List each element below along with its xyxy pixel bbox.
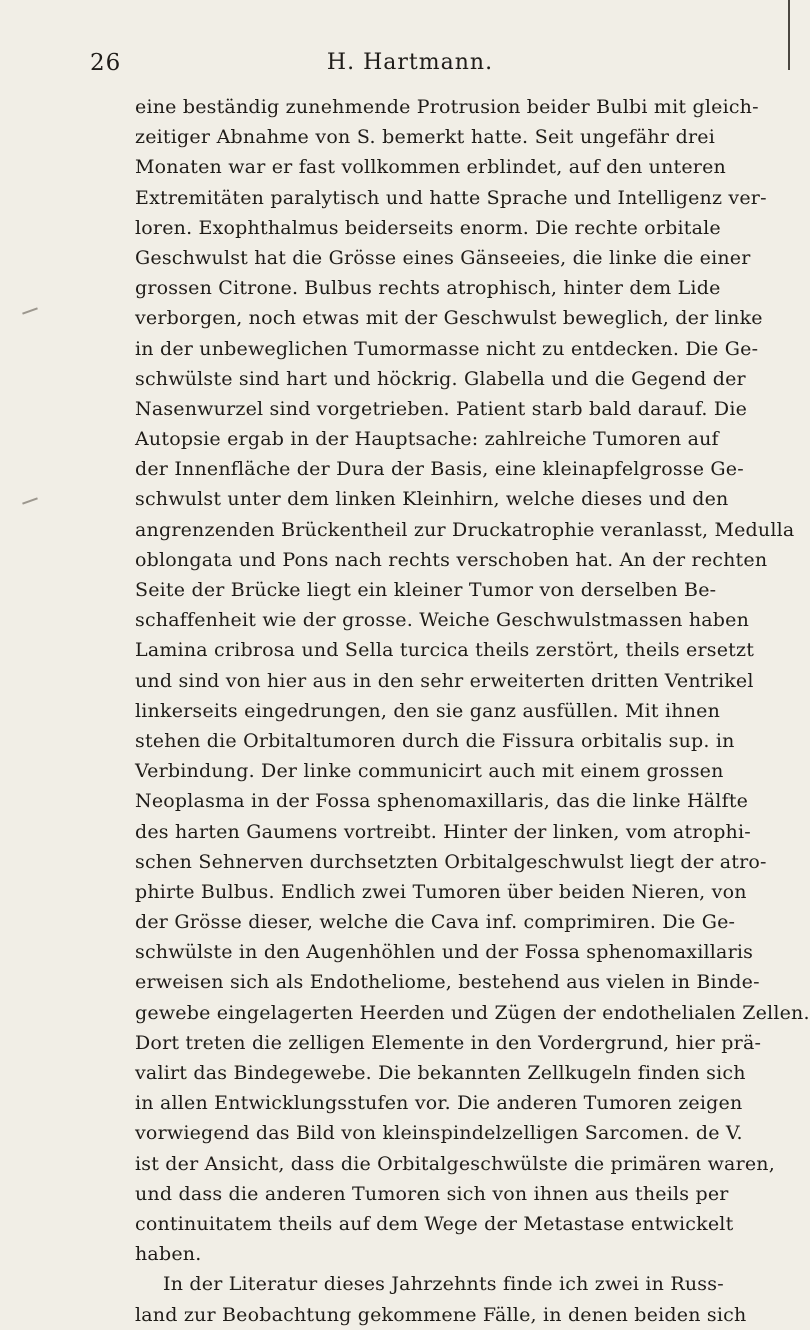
text-line: schwulst unter dem linken Kleinhirn, welche dieses und den — [135, 488, 729, 511]
text-line: phirte Bulbus. Endlich zwei Tumoren über beiden Nieren, von — [135, 880, 747, 903]
text-line: ist der Ansicht, dass die Orbitalgeschwülste die primären waren, — [135, 1152, 775, 1175]
text-line: valirt das Bindegewebe. Die bekannten Zellkugeln finden sich — [135, 1062, 746, 1084]
page-number: 26 — [90, 50, 122, 76]
text-line: in allen Entwicklungsstufen vor. Die anderen Tumoren zeigen — [135, 1092, 743, 1115]
page-header — [90, 50, 730, 84]
text-line: und dass die anderen Tumoren sich von ihnen aus theils per — [135, 1182, 729, 1205]
margin-mark — [22, 307, 38, 314]
text-line: vorwiegend das Bild von kleinspindelzelligen Sarcomen. de V. — [135, 1122, 743, 1145]
text-line: haben. — [135, 1243, 202, 1266]
text-line: stehen die Orbitaltumoren durch die Fissura orbitalis sup. in — [135, 729, 735, 752]
text-line: linkerseits eingedrungen, den sie ganz ausfüllen. Mit ihnen — [135, 699, 721, 722]
text-line: in der unbeweglichen Tumormasse nicht zu entdecken. Die Ge- — [135, 337, 759, 360]
text-line: oblongata und Pons nach rechts verschoben hat. An der rechten — [135, 548, 768, 571]
text-line: Nasenwurzel sind vorgetrieben. Patient starb bald darauf. Die — [135, 397, 748, 420]
text-line: gewebe eingelagerten Heerden und Zügen der endothelialen Zellen. — [135, 1001, 810, 1024]
text-line: Verbindung. Der linke communicirt auch mit einem grossen — [135, 760, 724, 783]
text-line: schwülste sind hart und höckrig. Glabella und die Gegend der — [135, 367, 746, 390]
text-line: land zur Beobachtung gekommene Fälle, in denen beiden sich — [135, 1303, 747, 1326]
text-line: loren. Exophthalmus beiderseits enorm. Die rechte orbitale — [135, 216, 721, 239]
text-line: Geschwulst hat die Grösse eines Gänseeies, die linke die einer — [135, 246, 751, 269]
text-line: schwülste in den Augenhöhlen und der Fossa sphenomaxillaris — [135, 941, 754, 964]
text-line: angrenzenden Brückentheil zur Druckatrophie veranlasst, Medulla — [135, 518, 795, 541]
text-line: Extremitäten paralytisch und hatte Sprache und Intelligenz ver- — [135, 186, 767, 209]
text-line: Seite der Brücke liegt ein kleiner Tumor von derselben Be- — [135, 579, 717, 601]
text-line: eine beständig zunehmende Protrusion beider Bulbi mit gleich- — [135, 96, 759, 118]
text-line: Monaten war er fast vollkommen erblindet, auf den unteren — [135, 156, 726, 179]
text-line: und sind von hier aus in den sehr erweiterten dritten Ventrikel — [135, 669, 754, 692]
page-edge-line — [788, 0, 790, 70]
text-line: der Innenfläche der Dura der Basis, eine kleinapfelgrosse Ge- — [135, 458, 744, 481]
text-line: des harten Gaumens vortreibt. Hinter der linken, vom atrophi- — [135, 820, 751, 843]
text-line: Autopsie ergab in der Hauptsache: zahlreiche Tumoren auf — [135, 428, 719, 451]
body-text — [135, 92, 810, 1330]
margin-mark — [22, 497, 38, 504]
text-line: grossen Citrone. Bulbus rechts atrophisch, hinter dem Lide — [135, 277, 721, 300]
text-line: zeitiger Abnahme von S. bemerkt hatte. Seit ungefähr drei — [135, 126, 715, 149]
text-line: schaffenheit wie der grosse. Weiche Geschwulstmassen haben — [135, 609, 750, 632]
text-line: Lamina cribrosa und Sella turcica theils zerstört, theils ersetzt — [135, 639, 755, 662]
text-line: continuitatem theils auf dem Wege der Metastase entwickelt — [135, 1212, 734, 1235]
text-line: Neoplasma in der Fossa sphenomaxillaris, das die linke Hälfte — [135, 790, 749, 813]
text-line: In der Literatur dieses Jahrzehnts finde ich zwei in Russ- — [163, 1273, 724, 1296]
text-line: erweisen sich als Endotheliome, bestehend aus vielen in Binde- — [135, 971, 760, 994]
text-line: Dort treten die zelligen Elemente in den Vordergrund, hier prä- — [135, 1031, 762, 1054]
text-line: schen Sehnerven durchsetzten Orbitalgeschwulst liegt der atro- — [135, 850, 767, 873]
text-line: verborgen, noch etwas mit der Geschwulst beweglich, der linke — [135, 307, 763, 330]
text-line: der Grösse dieser, welche die Cava inf. comprimiren. Die Ge- — [135, 911, 736, 934]
running-head: H. Hartmann. — [326, 50, 494, 75]
